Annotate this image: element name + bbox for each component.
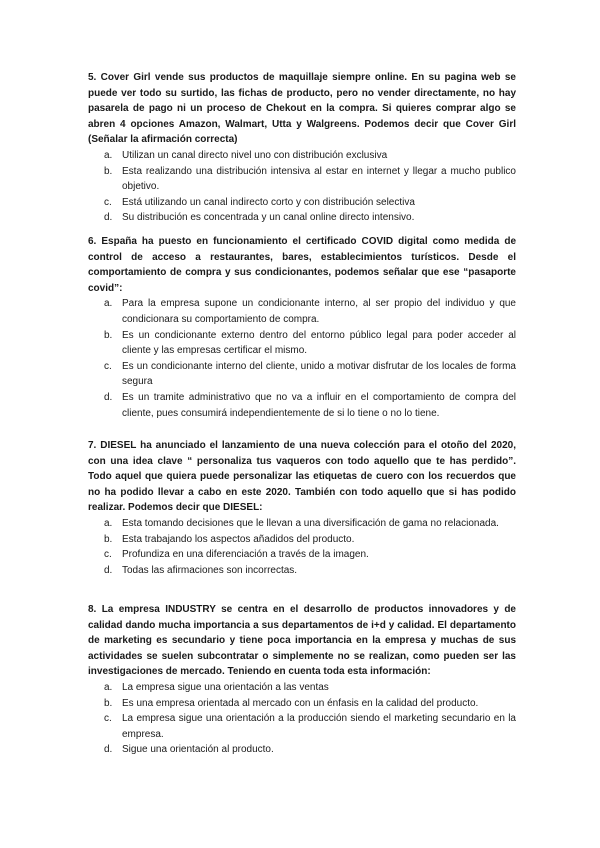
option-text: Profundiza en una diferenciación a través de la imagen. — [122, 549, 369, 561]
option-text: Para la empresa supone un condicionante interno, al ser propio del individuo y que condicionara su comportamiento de compra. — [122, 298, 516, 325]
option-letter: a. — [104, 681, 113, 693]
option-letter: a. — [104, 298, 113, 310]
option-text: Utilizan un canal directo nivel uno con distribución exclusiva — [122, 149, 388, 161]
option-text: Está utilizando un canal indirecto corto y con distribución selectiva — [122, 196, 415, 208]
option-letter: d. — [104, 564, 113, 576]
question-6-option-d — [88, 390, 516, 421]
option-text: Esta trabajando los aspectos añadidos del producto. — [122, 533, 355, 545]
question-7-options — [88, 516, 516, 578]
option-letter: b. — [104, 697, 113, 709]
option-text: Esta realizando una distribución intensiva al estar en internet y llegar a mucho publico objetivo. — [122, 165, 516, 193]
question-5 — [88, 70, 516, 226]
question-8-option-d — [88, 742, 516, 758]
option-letter: c. — [104, 196, 112, 208]
question-5-option-a — [88, 148, 516, 164]
question-5-option-d — [88, 210, 516, 226]
option-text: Es un tramite administrativo que no va a influir en el comportamiento de compra del cliente, pues consumirá independientemente de si lo tiene o no lo tiene. — [122, 391, 516, 419]
option-text: Es un condicionante externo dentro del entorno público legal para poder acceder al cliente y las empresas certificar el mismo. — [122, 329, 516, 357]
question-8-options — [88, 680, 516, 758]
question-6-text: 6. España ha puesto en funcionamiento el certificado COVID digital como medida de control de acceso a restaurantes, bares, establecimientos turísticos. Desde el comportamiento de compra y sus condicionantes, podemos señalar que ese “pasaporte covid”: — [88, 236, 516, 294]
question-5-text: 5. Cover Girl vende sus productos de maquillaje siempre online. En su pagina web se puede ver todo su surtido, las fichas de producto, pero no vender directamente, no hay pasarela de pago ni un proceso de Chekout en la compra. Si quieres comprar algo se abren 4 opciones Amazon, Walmart, Utta y Walgreens. Podemos decir que Cover Girl (Señalar la afirmación correcta) — [88, 72, 516, 146]
question-7-option-a — [88, 516, 516, 532]
question-8 — [88, 602, 516, 758]
question-7 — [88, 438, 516, 578]
question-8-option-a — [88, 680, 516, 696]
question-7-text: 7. DIESEL ha anunciado el lanzamiento de una nueva colección para el otoño del 2020, con una idea clave “ personaliza tus vaqueros con todo aquello que te has perdido”. Todo aquel que quiera puede personalizar las etiquetas de cuero con los recuerdos que no ha podido llevar a cabo en este 2020. También con todo aquello que si has podido realizar. Podemos decir que DIESEL: — [88, 440, 516, 514]
option-text: Sigue una orientación al producto. — [122, 744, 274, 756]
question-8-text: 8. La empresa INDUSTRY se centra en el desarrollo de productos innovadores y de calidad dando mucha importancia a sus departamentos de i+d y calidad. El departamento de marketing es secundario y tiene poca importancia en la empresa y muchas de sus actividades se suelen subcontratar o simplemente no se realizan, como pueden ser las investigaciones de mercado. Teniendo en cuenta toda esta información: — [88, 604, 516, 678]
question-8-option-b — [88, 696, 516, 712]
question-6-option-b — [88, 328, 516, 359]
option-letter: c. — [104, 713, 112, 725]
question-6-options — [88, 296, 516, 421]
option-letter: a. — [104, 149, 113, 161]
option-letter: a. — [104, 517, 113, 529]
option-letter: b. — [104, 329, 113, 341]
option-text: Su distribución es concentrada y un canal online directo intensivo. — [122, 212, 415, 224]
option-text: Todas las afirmaciones son incorrectas. — [122, 564, 298, 576]
option-text: Esta tomando decisiones que le llevan a una diversificación de gama no relacionada. — [122, 517, 499, 529]
option-letter: d. — [104, 391, 113, 403]
question-7-option-b — [88, 532, 516, 548]
option-letter: b. — [104, 533, 113, 545]
option-letter: c. — [104, 549, 112, 561]
option-text: Es una empresa orientada al mercado con un énfasis en la calidad del producto. — [122, 697, 479, 709]
question-6-option-a — [88, 296, 516, 327]
option-letter: c. — [104, 360, 112, 372]
question-5-option-b — [88, 164, 516, 195]
question-7-option-d — [88, 563, 516, 579]
option-text: La empresa sigue una orientación a las ventas — [122, 681, 329, 693]
option-letter: d. — [104, 212, 113, 224]
question-5-option-c — [88, 195, 516, 211]
option-text: Es un condicionante interno del cliente, unido a motivar disfrutar de los locales de forma segura — [122, 360, 516, 388]
question-6-option-c — [88, 359, 516, 390]
option-letter: d. — [104, 744, 113, 756]
option-letter: b. — [104, 165, 113, 177]
question-7-option-c — [88, 547, 516, 563]
question-5-options — [88, 148, 516, 226]
option-text: La empresa sigue una orientación a la producción siendo el marketing secundario en la empresa. — [122, 713, 516, 740]
question-8-option-c — [88, 711, 516, 742]
question-6 — [88, 234, 516, 421]
